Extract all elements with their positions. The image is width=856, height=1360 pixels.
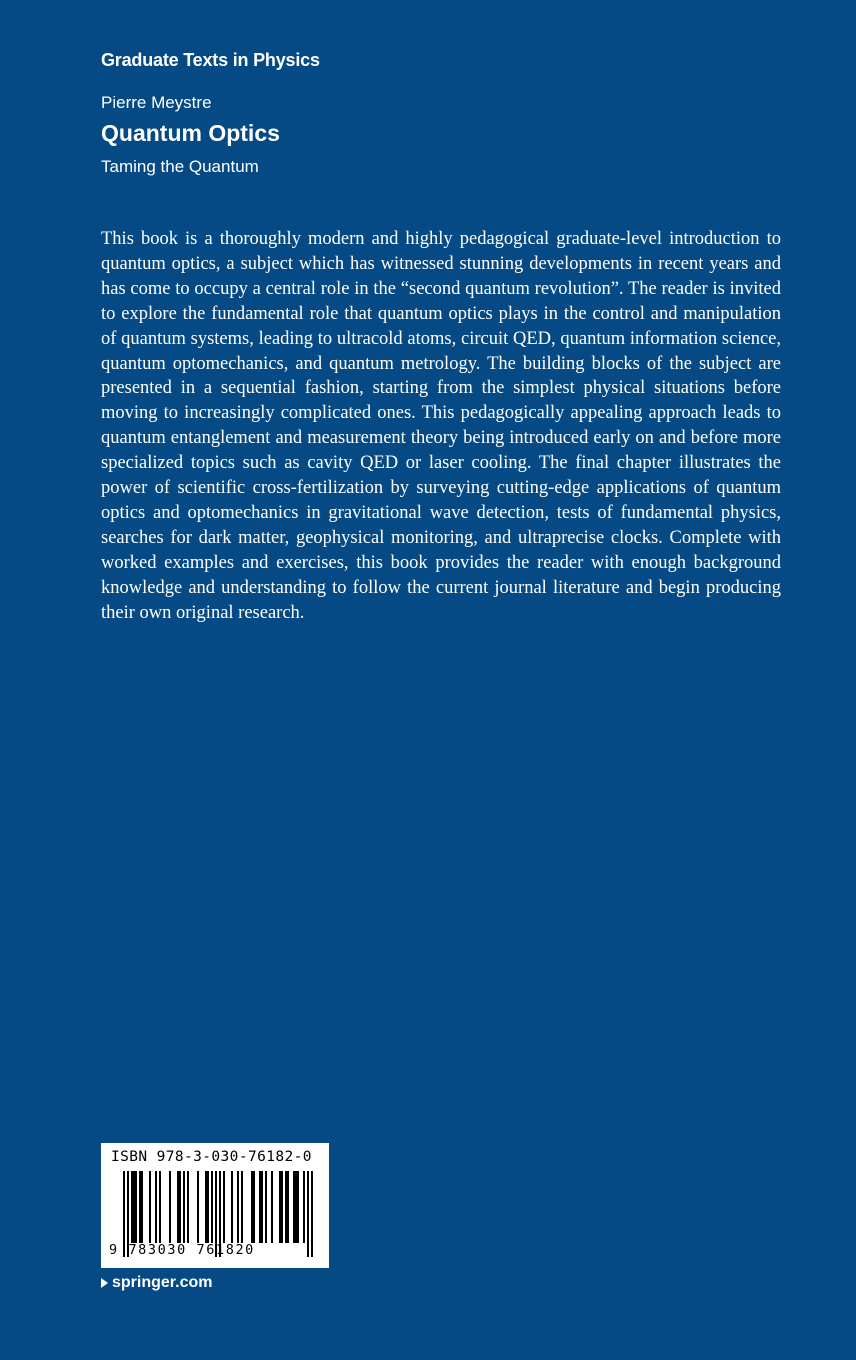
- barcode-bar: [177, 1171, 179, 1243]
- book-description: This book is a thoroughly modern and highly pedagogical graduate-level introduction to quantum optics, a subject which has witnessed stunning developments in recent years and has come to occupy a central role in the “second quantum revolution”. The reader is invited to explore the fundamental role that quantum optics plays in the control and manipulation of quantum systems, leading to ultracold atoms, circuit QED, quantum information science, quantum optomechanics, and quantum metrology. The building blocks of the subject are presented in a sequential fashion, starting from the simplest physical situations before moving to increasingly complicated ones. This pedagogically appealing approach leads to quantum entanglement and measurement theory being introduced early on and before more specialized topics such as cavity QED or laser cooling. The final chapter illustrates the power of scientific cross-fertilization by surveying cutting-edge applications of quantum optics and optomechanics in gravitational wave detection, tests of fundamental physics, searches for dark matter, geophysical monitoring, and ultraprecise clocks. Complete with worked examples and exercises, this book provides the reader with enough background knowledge and understanding to follow the current journal literature and begin producing their own original research.: [101, 229, 781, 623]
- arrow-right-icon: [101, 1278, 108, 1288]
- barcode-bar: [261, 1171, 263, 1243]
- barcode-bar: [135, 1171, 137, 1243]
- barcode-bar: [207, 1171, 209, 1243]
- barcode-bar: [179, 1171, 181, 1243]
- barcode-bar: [197, 1171, 199, 1243]
- barcode-bar: [211, 1171, 213, 1243]
- author-name: Pierre Meystre: [101, 93, 212, 112]
- barcode-bar: [297, 1171, 299, 1243]
- barcode-bar: [187, 1171, 189, 1243]
- series-name: Graduate Texts in Physics: [101, 50, 320, 70]
- barcode-bar: [133, 1171, 135, 1243]
- barcode-bar: [231, 1171, 233, 1243]
- barcode-bar: [141, 1171, 143, 1243]
- barcode-bar: [271, 1171, 273, 1243]
- barcode-bar: [303, 1171, 305, 1243]
- barcode-bar: [149, 1171, 151, 1243]
- ean-digits: 9 783030 761820: [109, 1242, 255, 1258]
- barcode-bar: [159, 1171, 161, 1243]
- footer-link-label: springer.com: [112, 1274, 213, 1291]
- barcode-bar: [169, 1171, 171, 1243]
- barcode-bar: [285, 1171, 287, 1243]
- barcode-bar: [311, 1171, 313, 1257]
- barcode-bar: [131, 1171, 133, 1243]
- barcode-bar: [139, 1171, 141, 1243]
- barcode-bar: [281, 1171, 283, 1243]
- barcode-bar: [205, 1171, 207, 1243]
- barcode-bar: [241, 1171, 243, 1243]
- barcode-bar: [295, 1171, 297, 1243]
- barcode-bar: [287, 1171, 289, 1243]
- footer-link[interactable]: [101, 1274, 212, 1292]
- barcode-bar: [293, 1171, 295, 1243]
- barcode-bar: [279, 1171, 281, 1243]
- barcode-bar: [307, 1171, 309, 1257]
- barcode-bar: [251, 1171, 253, 1243]
- barcode-bar: [237, 1171, 239, 1243]
- barcode-bar: [253, 1171, 255, 1243]
- book-title: Quantum Optics: [101, 120, 280, 146]
- barcode-bar: [155, 1171, 157, 1243]
- barcode-bar: [259, 1171, 261, 1243]
- barcode-bar: [265, 1171, 267, 1243]
- book-subtitle: Taming the Quantum: [101, 157, 259, 176]
- isbn-label: ISBN 978-3-030-76182-0: [111, 1149, 312, 1165]
- barcode-bar: [183, 1171, 185, 1243]
- barcode-bar: [223, 1171, 225, 1243]
- barcode-box: [101, 1143, 329, 1268]
